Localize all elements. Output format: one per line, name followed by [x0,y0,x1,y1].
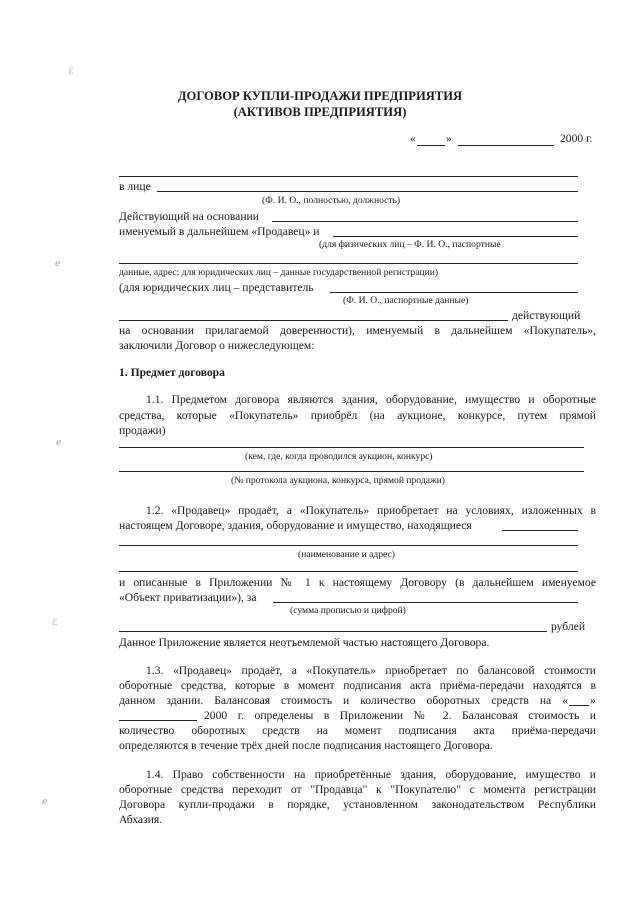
scan-speck: ℯ [42,796,48,806]
date-year: 2000 г. [560,132,593,145]
address-blank-2 [119,571,578,572]
sum-blank [273,602,578,603]
caption-fio-position: (Ф. И. О., полностью, должность) [262,195,401,206]
scan-speck: ℯ [56,437,62,447]
v-litse-label: в лице [119,180,151,193]
acting-label: действующий [512,309,581,322]
clause-1-1-line2: средства, которые «Покупатель» приобрёл (на аукционе, конкурсе, путем прямой [119,409,596,422]
rubles-blank [119,631,547,632]
clause-1-2-line4: «Объект приватизации»), за [119,591,257,604]
document-title: ДОГОВОР КУПЛИ-ПРОДАЖИ ПРЕДПРИЯТИЯ [177,89,463,103]
clause-1-3-line6: определяются в течение трёх дней после подписания настоящего Договора. [119,739,493,752]
date-month-blank [458,145,554,146]
scan-speck: ℰ [52,617,58,627]
clause-1-4-line4: Абхазия. [119,813,163,826]
caption-protocol: (№ протокола аукциона, конкурса, прямой продажи) [231,475,445,486]
clause-1-3-quote-close: » [590,694,596,707]
date-day-blank [417,145,445,146]
buyer-blank [333,236,578,237]
date-quote-close: » [446,132,452,145]
document-subtitle: (АКТИВОВ ПРЕДПРИЯТИЯ) [233,105,407,119]
caption-sum: (сумма прописью и цифрой) [290,605,406,616]
caption-passport-registration: данные, адрес; для юридических лиц – данные государственной регистрации) [119,267,439,278]
caption-physical: (для физических лиц – Ф. И. О., паспортные [319,239,501,250]
clause-1-4-line3: Договора купли-продажи в порядке, установленном законодательством Республики [119,798,596,811]
clause-1-2-line5: Данное Приложение является неотъемлемой частью настоящего Договора. [119,636,490,649]
party-blank-line [119,176,578,177]
clause-1-2-line2: настоящем Договоре, здания, оборудование и имущество, находящиеся [119,519,472,532]
clause-1-3-line1: 1.3. «Продавец» продаёт, а «Покупатель» приобретает по балансовой стоимости [146,664,596,677]
scan-speck: ℯ [55,258,61,268]
legal-rep-label: (для юридических лиц – представитель [119,281,314,294]
clause-1-2-line1: 1.2. «Продавец» продаёт, а «Покупатель» приобретает на условиях, изложенных в [146,504,596,517]
concluded-text: заключили Договор о нижеследующем: [119,339,315,352]
caption-who-where: (кем, где, когда проводился аукцион, конкурс) [245,451,433,462]
balance-day-blank [569,705,589,706]
clause-1-1-line3: продажи) [119,424,166,437]
clause-1-3-line5: количество оборотных средств на момент подписания акта приёма-передачи [119,724,596,737]
passport-blank-line [119,263,578,264]
protocol-blank [119,471,584,472]
address-blank [119,545,578,546]
basis-text: на основании прилагаемой доверенности), именуемый в дальнейшем «Покупатель», [119,324,596,337]
rubles-label: рублей [551,620,586,633]
clause-1-3-line2: оборотные средства, которые в момент подписания акта приёма-передачи находятся в [119,679,596,692]
basis-blank [272,221,578,222]
clause-1-3-line3: данном здании. Балансовая стоимость и количество оборотных средств на « [119,694,568,707]
location-blank [502,530,578,531]
auction-blank [119,447,584,448]
v-litse-blank [157,191,578,192]
scan-speck: ℰ [68,66,74,76]
acting-blank [119,320,508,321]
clause-1-4-line2: оборотные средства переходит от "Продавца" к "Покупателю" с момента регистрации [119,783,596,796]
caption-name-address: (наименование и адрес) [298,549,395,560]
clause-1-2-line3: и описанные в Приложении № 1 к настоящему Договору (в дальнейшем именуемое [119,576,596,589]
clause-1-3-line4: 2000 г. определены в Приложении № 2. Балансовая стоимость и [204,709,596,722]
deystvuyushchiy-label: Действующий на основании [119,210,259,223]
clause-1-4-line1: 1.4. Право собственности на приобретённые здания, оборудование, имущество и [146,768,596,781]
seller-label: именуемый в дальнейшем «Продавец» и [119,225,320,238]
section1-heading: 1. Предмет договора [119,366,225,379]
legal-rep-blank [330,292,578,293]
balance-month-blank [119,720,197,721]
clause-1-1-line1: 1.1. Предметом договора являются здания, оборудование, имущество и оборотные [146,393,596,406]
caption-fio-passport: (Ф. И. О., паспортные данные) [343,295,469,306]
date-quote-open: « [410,132,416,145]
